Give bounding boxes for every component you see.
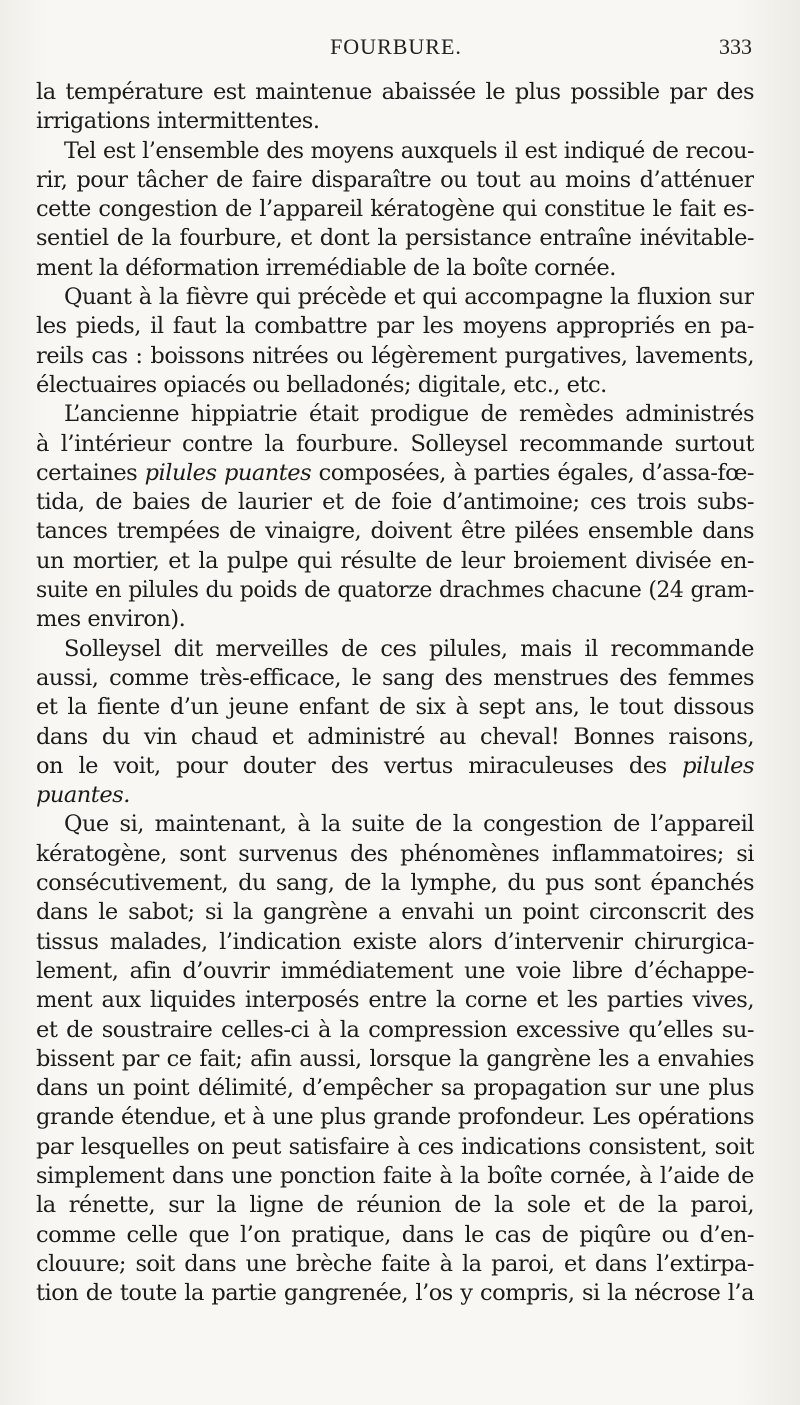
text-line: ment la déformation irremédiable de la boîte cornée. bbox=[36, 254, 616, 281]
text-line: L’ancienne hippiatrie était prodigue de remèdes administrés bbox=[64, 401, 754, 428]
text-line: lement, afin d’ouvrir immédiatement une voie libre d’échappe- bbox=[36, 957, 754, 984]
text-line: dans un point délimité, d’empêcher sa propagation sur une plus bbox=[36, 1075, 754, 1102]
text-line: puantes. bbox=[36, 782, 130, 809]
text-line: la rénette, sur la ligne de réunion de la sole et de la paroi, bbox=[36, 1192, 754, 1219]
text-line: dans le sabot; si la gangrène a envahi un point circonscrit des bbox=[36, 899, 754, 926]
text-line: suite en pilules du poids de quatorze drachmes chacune (24 gram- bbox=[36, 578, 754, 604]
text-line: tissus malades, l’indication existe alors d’intervenir chirurgica- bbox=[36, 928, 754, 955]
text-line: Tel est l’ensemble des moyens auxquels il est indiqué de recou- bbox=[64, 137, 754, 164]
text-line: tances trempées de vinaigre, doivent être pilées ensemble dans bbox=[36, 518, 754, 545]
text-line: reils cas : boissons nitrées ou légèrement purgatives, lavements, bbox=[36, 342, 754, 369]
text-line: la température est maintenue abaissée le plus possible par des bbox=[36, 79, 754, 105]
text-line: certaines pilules puantes composées, à parties égales, d’assa-fœ- bbox=[36, 459, 754, 486]
text-line: comme celle que l’on pratique, dans le cas de piqûre ou d’en- bbox=[36, 1221, 754, 1248]
text-line: à l’intérieur contre la fourbure. Solleysel recommande surtout bbox=[36, 430, 754, 457]
text-line: aussi, comme très-efficace, le sang des menstrues des femmes bbox=[36, 664, 754, 691]
text-line: clouure; soit dans une brèche faite à la paroi, et dans l’extirpa- bbox=[36, 1250, 754, 1277]
running-head bbox=[40, 34, 752, 64]
text-line: consécutivement, du sang, de la lymphe, du pus sont épanchés bbox=[36, 870, 754, 897]
text-line: ment aux liquides interposés entre la corne et les parties vives, bbox=[36, 987, 754, 1014]
text-line: les pieds, il faut la combattre par les moyens appropriés en pa- bbox=[36, 313, 754, 340]
text-line: cette congestion de l’appareil kératogène qui constitue le fait es- bbox=[36, 196, 754, 223]
text-line: et la fiente d’un jeune enfant de six à sept ans, le tout dissous bbox=[36, 694, 754, 721]
text-line: un mortier, et la pulpe qui résulte de leur broiement divisée en- bbox=[36, 547, 754, 574]
running-title: FOURBURE. bbox=[330, 34, 462, 59]
text-line: Que si, maintenant, à la suite de la congestion de l’appareil bbox=[64, 811, 754, 838]
text-line: rir, pour tâcher de faire disparaître ou tout au moins d’atténuer bbox=[36, 166, 754, 193]
body-text bbox=[36, 78, 754, 1308]
text-line: et de soustraire celles-ci à la compression excessive qu’elles su- bbox=[36, 1016, 754, 1043]
text-line: électuaires opiacés ou belladonés; digitale, etc., etc. bbox=[36, 371, 607, 398]
text-line: sentiel de la fourbure, et dont la persistance entraîne inévitable- bbox=[36, 225, 754, 252]
text-line: dans du vin chaud et administré au cheval! Bonnes raisons, bbox=[36, 723, 754, 750]
text-line: tion de toute la partie gangrenée, l’os y compris, si la nécrose l’a bbox=[36, 1280, 754, 1307]
text-line: tida, de baies de laurier et de foie d’antimoine; ces trois subs- bbox=[36, 489, 754, 516]
page-number: 333 bbox=[719, 34, 752, 59]
text-line: Quant à la fièvre qui précède et qui accompagne la fluxion sur bbox=[64, 284, 754, 311]
text-line: Solleysel dit merveilles de ces pilules, mais il recommande bbox=[64, 635, 754, 662]
text-line: grande étendue, et à une plus grande profondeur. Les opérations bbox=[36, 1104, 754, 1131]
text-line: par lesquelles on peut satisfaire à ces indications consistent, soit bbox=[36, 1133, 754, 1160]
text-line: mes environ). bbox=[36, 606, 186, 633]
text-line: kératogène, sont survenus des phénomènes inflammatoires; si bbox=[36, 840, 754, 867]
text-line: irrigations intermittentes. bbox=[36, 108, 320, 135]
text-line: simplement dans une ponction faite à la boîte cornée, à l’aide de bbox=[36, 1162, 754, 1189]
text-line: bissent par ce fait; afin aussi, lorsque la gangrène les a envahies bbox=[36, 1045, 754, 1072]
text-line: on le voit, pour douter des vertus miraculeuses des pilules bbox=[36, 752, 754, 779]
